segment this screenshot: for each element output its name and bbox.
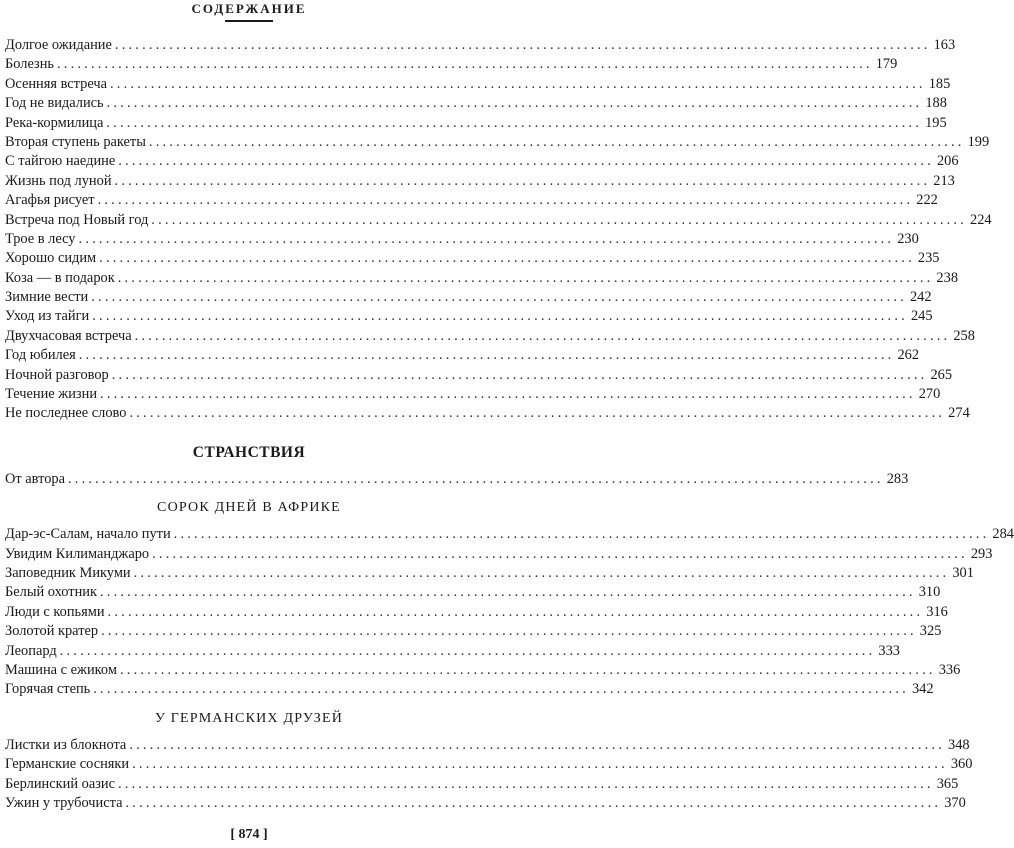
toc-entry[interactable] xyxy=(5,736,970,755)
toc-entry-page: 185 xyxy=(928,75,951,92)
toc-entry-title: Агафья рисует xyxy=(5,192,95,209)
toc-entry[interactable] xyxy=(5,307,933,326)
spacer xyxy=(0,700,498,708)
leader-dots: ........................................................................................................................ xyxy=(67,470,884,487)
leader-dots: ........................................................................................................................ xyxy=(59,642,876,659)
toc-entry[interactable] xyxy=(5,94,947,113)
toc-entry[interactable] xyxy=(5,603,948,622)
toc-entry-page: 325 xyxy=(919,623,942,640)
leader-dots: ........................................................................................................................ xyxy=(107,603,924,620)
leader-dots: ........................................................................................................................ xyxy=(78,230,895,247)
toc-entry-title: Год юбилея xyxy=(5,347,76,364)
toc-entry[interactable] xyxy=(5,114,947,133)
toc-entry-title: Ночной разговор xyxy=(5,366,109,383)
toc-entry-page: 365 xyxy=(936,775,959,792)
toc-entry-title: Жизнь под луной xyxy=(5,172,112,189)
toc-entry[interactable] xyxy=(5,564,974,583)
toc-entry-title: Машина с ежиком xyxy=(5,661,117,678)
toc-entry-title: Не последнее слово xyxy=(5,405,127,422)
toc-entry-title: Долгое ожидание xyxy=(5,37,112,53)
toc-group-africa xyxy=(0,525,1014,700)
leader-dots: ........................................................................................................................ xyxy=(93,681,909,698)
toc-entry-page: 348 xyxy=(948,736,970,753)
toc-entry-page: 333 xyxy=(878,642,900,659)
toc-entry-title: Уход из тайги xyxy=(5,308,90,325)
toc-entry[interactable] xyxy=(5,661,961,680)
subsection-title-africa: СОРОК ДНЕЙ В АФРИКЕ xyxy=(157,500,341,516)
leader-dots: ........................................................................................................................ xyxy=(106,95,923,112)
leader-dots: ........................................................................................................................ xyxy=(111,366,928,383)
toc-entry[interactable] xyxy=(5,269,959,288)
toc-entry[interactable] xyxy=(5,133,990,152)
leader-dots: ........................................................................................................................ xyxy=(125,794,942,811)
toc-entry[interactable] xyxy=(5,470,909,489)
leader-dots: ........................................................................................................................ xyxy=(129,405,946,422)
toc-entry-page: 316 xyxy=(926,603,948,620)
leader-dots: ........................................................................................................................ xyxy=(101,623,917,640)
toc-entry-title: Зимние вести xyxy=(5,289,89,306)
page-header xyxy=(0,0,498,26)
toc-entry[interactable] xyxy=(5,366,953,385)
toc-entry-title: Дар-эс-Салам, начало пути xyxy=(5,526,171,543)
toc-entry[interactable] xyxy=(5,55,898,74)
toc-entry-title: Заповедник Микуми xyxy=(5,564,131,581)
toc-entry-title: Хорошо сидим xyxy=(5,250,97,267)
toc-entry-page: 265 xyxy=(930,366,953,383)
toc-entry-page: 336 xyxy=(938,661,961,678)
toc-entry[interactable] xyxy=(5,75,951,94)
leader-dots: ........................................................................................................................ xyxy=(148,133,965,150)
leader-dots: ........................................................................................................................ xyxy=(100,386,916,403)
page-number: [ 874 ] xyxy=(230,827,268,842)
toc-entry[interactable] xyxy=(5,346,920,365)
leader-dots: ........................................................................................................................ xyxy=(91,289,907,306)
toc-entry[interactable] xyxy=(5,249,940,268)
toc-entry-title: Осенняя встреча xyxy=(5,75,107,92)
toc-entry-page: 293 xyxy=(970,545,993,562)
toc-entry-page: 235 xyxy=(917,250,940,267)
toc-entry-page: 342 xyxy=(911,681,934,698)
toc-entry-page: 284 xyxy=(992,526,1014,543)
leader-dots: ........................................................................................................................ xyxy=(173,526,990,543)
spacer xyxy=(0,489,498,497)
toc-entry[interactable] xyxy=(5,385,941,404)
toc-entry-title: От автора xyxy=(5,470,65,487)
leader-dots: ........................................................................................................................ xyxy=(118,153,934,170)
toc-entry[interactable] xyxy=(5,794,966,813)
leader-dots: ........................................................................................................................ xyxy=(133,564,950,581)
leader-dots: ........................................................................................................................ xyxy=(134,327,951,344)
table-of-contents xyxy=(0,36,1014,813)
toc-entry-page: 230 xyxy=(897,230,919,247)
toc-entry-title: С тайгою наедине xyxy=(5,153,116,170)
toc-entry[interactable] xyxy=(5,230,919,249)
toc-entry-title: Горячая степь xyxy=(5,681,91,698)
toc-entry-title: Год не видались xyxy=(5,95,104,112)
running-title: СОДЕРЖАНИЕ xyxy=(191,1,307,16)
toc-entry[interactable] xyxy=(5,680,934,699)
toc-group-germany xyxy=(0,736,973,814)
toc-entry-title: Двухчасовая встреча xyxy=(5,327,132,344)
toc-entry-page: 179 xyxy=(875,56,898,73)
toc-entry-title: Болезнь xyxy=(5,56,54,73)
toc-entry[interactable] xyxy=(5,404,970,423)
toc-entry[interactable] xyxy=(5,288,932,307)
toc-entry-page: 301 xyxy=(952,564,974,581)
leader-dots: ........................................................................................................................ xyxy=(119,661,936,678)
toc-entry-page: 163 xyxy=(933,37,956,53)
toc-entry[interactable] xyxy=(5,642,900,661)
toc-entry-page: 206 xyxy=(936,153,959,170)
toc-group-main xyxy=(0,36,992,424)
toc-entry[interactable] xyxy=(5,327,975,346)
toc-entry-page: 188 xyxy=(925,95,947,112)
leader-dots: ........................................................................................................................ xyxy=(106,114,923,131)
leader-dots: ........................................................................................................................ xyxy=(152,545,968,562)
toc-entry-title: Река-кормилица xyxy=(5,114,104,131)
leader-dots: ........................................................................................................................ xyxy=(99,584,916,601)
toc-entry[interactable] xyxy=(5,755,973,774)
toc-entry-title: Люди с копьями xyxy=(5,603,105,620)
leader-dots: ........................................................................................................................ xyxy=(92,308,908,325)
leader-dots: ........................................................................................................................ xyxy=(114,37,931,53)
toc-entry-page: 195 xyxy=(925,114,947,131)
toc-entry[interactable] xyxy=(5,775,959,794)
leader-dots: ........................................................................................................................ xyxy=(117,775,934,792)
toc-entry-page: 238 xyxy=(936,269,959,286)
toc-entry-title: Белый охотник xyxy=(5,584,97,601)
leader-dots: ........................................................................................................................ xyxy=(78,347,895,364)
toc-entry-title: Увидим Килиманджаро xyxy=(5,545,150,562)
toc-entry[interactable] xyxy=(5,525,1014,544)
toc-entry-title: Вторая ступень ракеты xyxy=(5,133,146,150)
toc-entry-title: Ужин у трубочиста xyxy=(5,794,123,811)
toc-entry-page: 262 xyxy=(897,347,920,364)
toc-entry[interactable] xyxy=(5,545,993,564)
toc-entry[interactable] xyxy=(5,583,941,602)
toc-entry-title: Коза — в подарок xyxy=(5,269,115,286)
section-title: СТРАНСТВИЯ xyxy=(192,443,306,461)
toc-entry-title: Течение жизни xyxy=(5,386,98,403)
toc-entry[interactable] xyxy=(5,211,992,230)
toc-entry-title: Золотой кратер xyxy=(5,623,99,640)
leader-dots: ........................................................................................................................ xyxy=(56,56,873,73)
leader-dots: ........................................................................................................................ xyxy=(117,269,934,286)
leader-dots: ........................................................................................................................ xyxy=(97,192,914,209)
toc-entry-title: Трое в лесу xyxy=(5,230,76,247)
leader-dots: ........................................................................................................................ xyxy=(129,736,946,753)
toc-entry-page: 213 xyxy=(933,172,955,189)
toc-entry-page: 199 xyxy=(967,133,990,150)
toc-entry-title: Леопард xyxy=(5,642,57,659)
toc-entry-page: 310 xyxy=(918,584,941,601)
toc-entry[interactable] xyxy=(5,152,959,171)
toc-entry-page: 270 xyxy=(918,386,941,403)
toc-entry[interactable] xyxy=(5,36,956,55)
toc-entry[interactable] xyxy=(5,191,938,210)
toc-entry-page: 370 xyxy=(944,794,966,811)
leader-dots: ........................................................................................................................ xyxy=(132,756,948,773)
leader-dots: ........................................................................................................................ xyxy=(114,172,931,189)
toc-entry-title: Германские сосняки xyxy=(5,756,130,773)
leader-dots: ........................................................................................................................ xyxy=(151,211,968,228)
toc-entry-page: 258 xyxy=(953,327,975,344)
leader-dots: ........................................................................................................................ xyxy=(99,250,915,267)
toc-entry-page: 224 xyxy=(970,211,992,228)
toc-entry[interactable] xyxy=(5,622,942,641)
toc-entry-page: 245 xyxy=(910,308,933,325)
header-rule xyxy=(225,20,273,22)
toc-entry-title: Встреча под Новый год xyxy=(5,211,149,228)
leader-dots: ........................................................................................................................ xyxy=(110,75,926,92)
subsection-title-germany: У ГЕРМАНСКИХ ДРУЗЕЙ xyxy=(154,710,344,726)
toc-entry-page: 274 xyxy=(948,405,970,422)
toc-entry-title: Берлинский оазис xyxy=(5,775,115,792)
toc-entry-page: 222 xyxy=(916,192,938,209)
toc-entry-page: 283 xyxy=(886,470,909,487)
toc-entry-page: 360 xyxy=(950,756,973,773)
toc-entry[interactable] xyxy=(5,172,955,191)
toc-entry-page: 242 xyxy=(909,289,932,306)
toc-entry-title: Листки из блокнота xyxy=(5,736,127,753)
spacer xyxy=(0,424,498,442)
